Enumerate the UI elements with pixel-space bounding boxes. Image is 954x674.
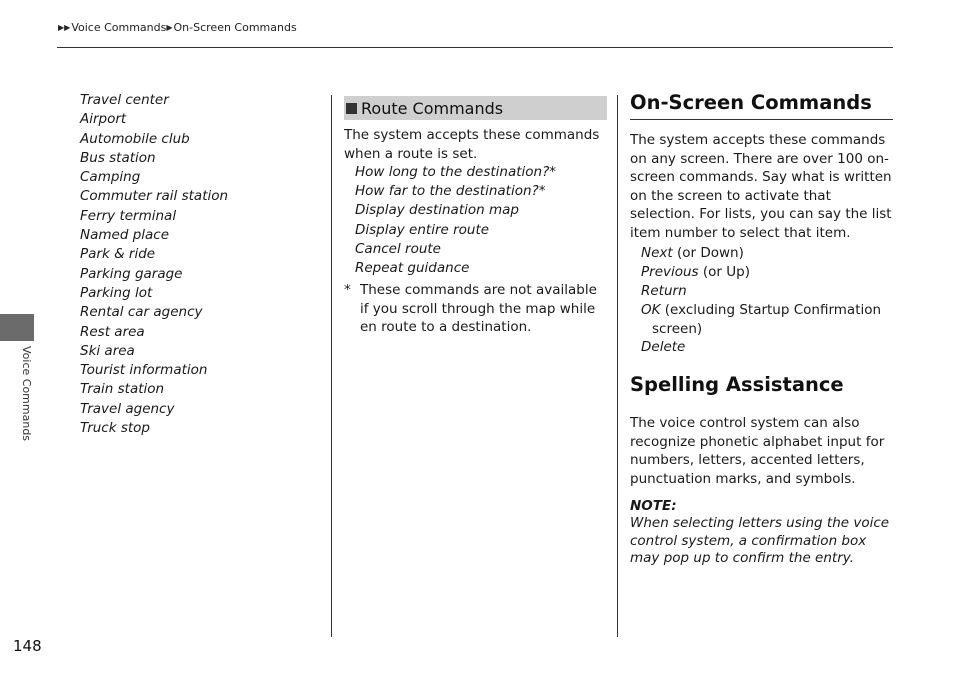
list-item: Train station xyxy=(80,381,165,398)
page-number: 148 xyxy=(13,637,42,655)
command-item: Cancel route xyxy=(355,240,441,257)
command-name: Return xyxy=(641,283,687,299)
spelling-intro: The voice control system can also recognize phonetic alphabet input for numbers, letters, accented letters, punctuation marks, and symbols. xyxy=(630,415,885,487)
note-label: NOTE: xyxy=(630,498,677,514)
place-category-list xyxy=(80,91,320,438)
section-heading-box xyxy=(344,96,607,120)
list-item: Travel agency xyxy=(80,400,175,417)
command-item: Display destination map xyxy=(355,202,519,219)
list-item: Parking lot xyxy=(80,284,153,301)
list-item: Camping xyxy=(80,169,141,186)
route-commands-heading: Route Commands xyxy=(361,98,504,118)
command-item xyxy=(630,244,893,263)
command-item: How long to the destination?* xyxy=(355,164,557,180)
route-commands-section xyxy=(344,96,607,337)
list-item: Parking garage xyxy=(80,265,183,282)
column-divider xyxy=(617,95,618,637)
footnote-text: These commands are not available if you scroll through the map while en route to a destination. xyxy=(360,282,597,336)
command-note: (or Down) xyxy=(672,245,744,261)
list-item: Travel center xyxy=(80,92,169,108)
list-item: Rental car agency xyxy=(80,304,203,321)
section-tab xyxy=(0,314,34,341)
list-item: Airport xyxy=(80,111,127,128)
command-name: OK xyxy=(641,302,661,318)
command-item xyxy=(630,263,893,282)
command-item xyxy=(630,338,893,357)
list-item: Park & ride xyxy=(80,246,156,263)
note-text: When selecting letters using the voice control system, a confirmation box may pop up to confirm the entry. xyxy=(630,515,890,566)
route-commands-intro: The system accepts these commands when a route is set. xyxy=(344,127,600,162)
command-note: (or Up) xyxy=(698,264,750,280)
list-item: Ferry terminal xyxy=(80,207,177,224)
heading-underline xyxy=(630,119,893,120)
breadcrumb-page: On-Screen Commands xyxy=(173,21,297,34)
header-divider xyxy=(57,47,893,48)
command-item: Repeat guidance xyxy=(355,260,470,277)
list-item: Truck stop xyxy=(80,420,150,437)
list-item: Rest area xyxy=(80,323,145,340)
footnote xyxy=(344,281,607,337)
list-item: Automobile club xyxy=(80,130,190,147)
arrow-right-icon: ▶ xyxy=(166,23,173,32)
command-name: Previous xyxy=(641,264,699,280)
footnote-marker: * xyxy=(344,282,351,299)
section-tab-label: Voice Commands xyxy=(20,346,33,442)
square-bullet-icon xyxy=(346,103,357,114)
command-item: How far to the destination?* xyxy=(355,183,546,200)
command-name: Delete xyxy=(641,339,686,355)
on-screen-command-list xyxy=(630,244,893,357)
spelling-assistance-heading: Spelling Assistance xyxy=(630,373,844,396)
on-screen-commands-heading: On-Screen Commands xyxy=(630,91,872,114)
on-screen-intro: The system accepts these commands on any screen. There are over 100 on-screen commands. Say what is written on the screen to activate that selection. For lists, you can say the list item number to select that item. xyxy=(630,132,892,241)
breadcrumb xyxy=(58,21,297,34)
command-note-continued: screen) xyxy=(652,321,703,337)
command-item xyxy=(630,282,893,301)
list-item: Tourist information xyxy=(80,362,208,379)
command-note: (excluding Startup Confirmation xyxy=(660,302,882,318)
right-column xyxy=(630,90,893,568)
command-name: Next xyxy=(641,245,673,261)
command-item xyxy=(630,301,893,320)
list-item: Named place xyxy=(80,227,170,244)
list-item: Ski area xyxy=(80,342,135,359)
column-divider xyxy=(331,95,332,637)
breadcrumb-section[interactable]: Voice Commands xyxy=(71,21,167,34)
list-item: Commuter rail station xyxy=(80,188,229,205)
command-item: Display entire route xyxy=(355,221,490,238)
list-item: Bus station xyxy=(80,149,156,166)
double-arrow-icon: ▶▶ xyxy=(58,23,71,32)
